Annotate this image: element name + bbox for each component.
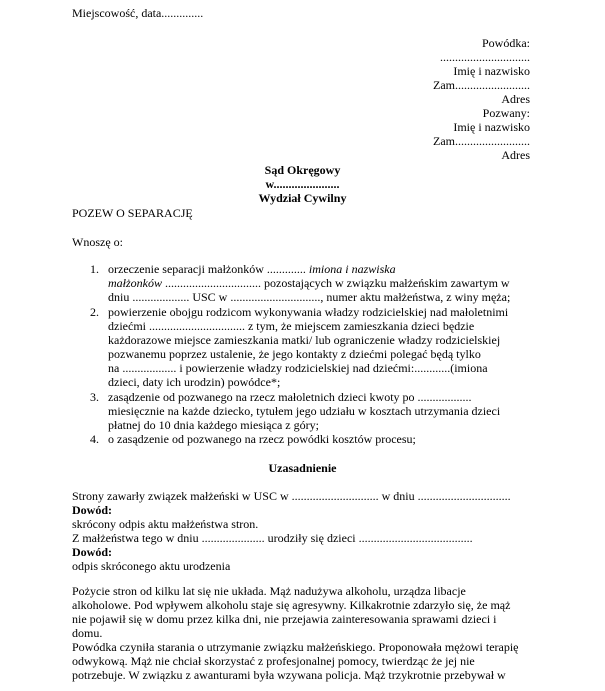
paragraph-line: domu. xyxy=(72,626,103,640)
request-line: każdorazowe miejsce zamieszkania matki/ lub ograniczenie władzy rodzicielskiej xyxy=(108,333,501,347)
defendant-address-label: Adres xyxy=(501,148,530,162)
plaintiff-heading: Powódka: xyxy=(482,36,530,50)
court-location: w...................... xyxy=(265,177,340,191)
place-date: Miejscowość, data.............. xyxy=(72,6,204,20)
paragraph-line: nie pojawił się w domu przez kilka dni, nie przejawia zainteresowania sprawami dzieci i xyxy=(72,612,497,626)
paragraph-line: Powódka czyniła starania o utrzymanie związku małżeńskiego. Proponowała mężowi terapię xyxy=(72,640,519,654)
request-number: 1. xyxy=(90,262,99,276)
children-line: Z małżeństwa tego w dniu ..................... urodziły się dzieci ...................................... xyxy=(72,531,473,545)
request-number: 3. xyxy=(90,390,99,404)
request-line: o zasądzenie od pozwanego na rzecz powódki kosztów procesu; xyxy=(108,432,416,446)
paragraph-line: odwykową. Mąż nie chciał skorzystać z profesjonalnej pomocy, twierdząc że jej nie xyxy=(72,654,475,668)
defendant-name: Imię i nazwisko xyxy=(453,120,530,134)
court-name: Sąd Okręgowy xyxy=(264,163,341,177)
defendant-heading: Pozwany: xyxy=(482,106,530,120)
plaintiff-address-line: Zam......................... xyxy=(433,78,530,92)
request-line: pozwanemu poprzez ustalenie, że jego kontakty z dziećmi polegać będą tylko xyxy=(108,347,481,361)
request-line: powierzenie obojgu rodzicom wykonywania władzy rodzicielskiej nad małoletnimi xyxy=(108,305,509,319)
request-line: orzeczenie separacji małżonków ............. imiona i nazwiska xyxy=(108,262,396,276)
paragraph-line: alkoholowe. Pod wpływem alkoholu staje się agresywny. Kilkakrotnie zdarzyło się, że mąż xyxy=(72,598,511,612)
plaintiff-dots: .............................. xyxy=(440,50,530,64)
marriage-line: Strony zawarły związek małżeński w USC w ............................. w dniu ............................... xyxy=(72,489,511,503)
justification-heading: Uzasadnienie xyxy=(268,461,337,475)
request-number: 2. xyxy=(90,305,99,319)
evidence-text: skrócony odpis aktu małżeństwa stron. xyxy=(72,517,259,531)
evidence-label: Dowód: xyxy=(72,503,113,517)
plaintiff-address-label: Adres xyxy=(501,92,530,106)
document-title: POZEW O SEPARACJĘ xyxy=(72,206,193,220)
request-line: płatnej do 10 dnia każdego miesiąca z góry; xyxy=(108,418,319,432)
paragraph-line: potrzebuje. W związku z awanturami była wzywana policja. Mąż trzykrotnie przebywał w xyxy=(72,668,506,682)
request-line: dziećmi ................................ z tym, że miejscem zamieszkania dzieci będzie xyxy=(108,319,475,333)
paragraph-line: Pożycie stron od kilku lat się nie układa. Mąż nadużywa alkoholu, urządza libacje xyxy=(72,584,466,598)
request-line: miesięcznie na każde dziecko, tytułem jego udziału w kosztach utrzymania dzieci xyxy=(108,404,501,418)
plaintiff-name: Imię i nazwisko xyxy=(453,64,530,78)
evidence-label: Dowód: xyxy=(72,545,113,559)
request-intro: Wnoszę o: xyxy=(72,235,123,249)
request-line: na .................. i powierzenie władzy rodzicielskiej nad dziećmi:............(imiona xyxy=(108,361,488,375)
request-line: małżonków ................................ pozostających w związku małżeńskim zawartym w xyxy=(108,276,510,290)
request-line: dniu ................... USC w .............................., numer aktu małżeństwa, z winy męża; xyxy=(108,290,511,304)
request-number: 4. xyxy=(90,432,99,446)
defendant-address-line: Zam......................... xyxy=(433,134,530,148)
court-division: Wydział Cywilny xyxy=(258,191,347,205)
request-line: dzieci, daty ich urodzin) powódce*; xyxy=(108,375,281,389)
request-line: zasądzenie od pozwanego na rzecz małoletnich dzieci kwoty po .................. xyxy=(108,390,472,404)
evidence-text: odpis skróconego aktu urodzenia xyxy=(72,559,231,573)
